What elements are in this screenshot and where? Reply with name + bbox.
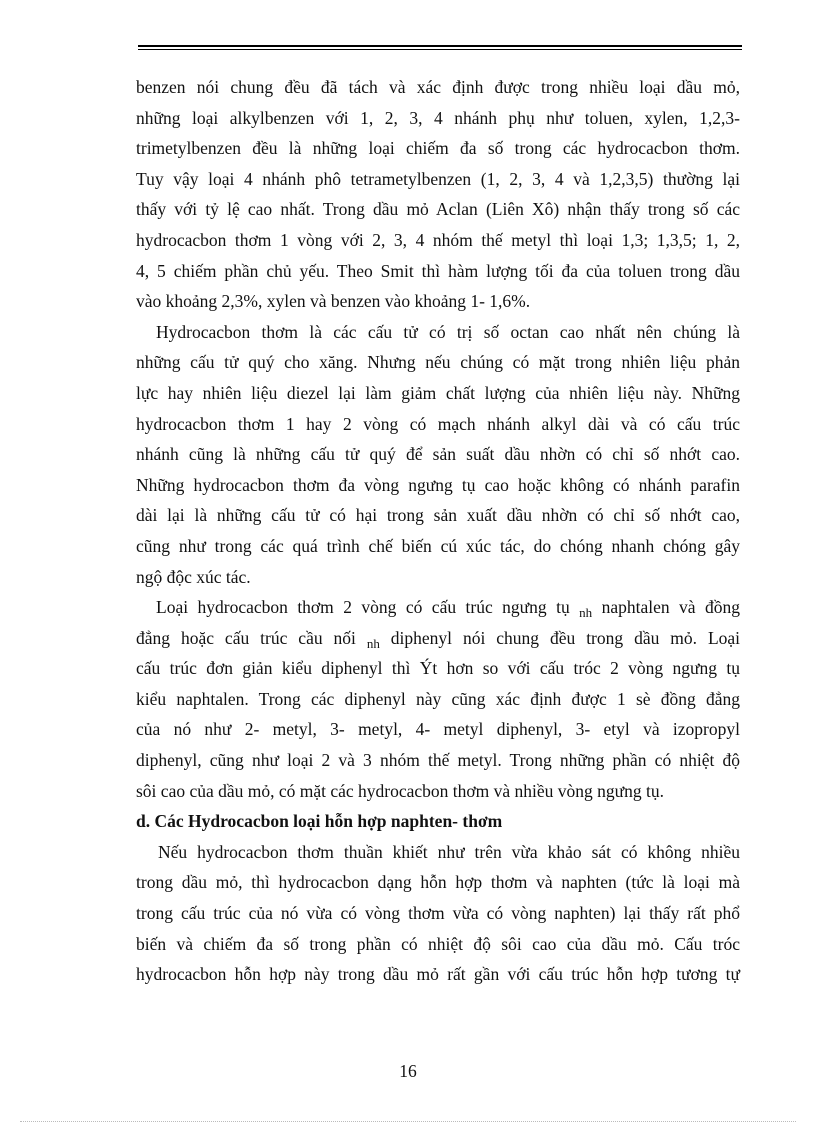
text-line: những cấu tử quý cho xăng. Nhưng nếu chúng có mặt trong nhiên liệu phản [136,352,740,373]
text-segment: naphtalen và đồng [601,597,740,618]
text-line: của nó như 2- metyl, 3- metyl, 4- metyl diphenyl, 3- etyl và izopropyl [136,719,740,740]
text-line: hydrocacbon hỗn hợp này trong dầu mỏ rất gần với cấu trúc hỗn hợp tương tự [136,964,740,985]
text-line: trimetylbenzen đều là những loại chiếm đa số trong các hydrocacbon thơm. [136,138,740,159]
text-line: lực hay nhiên liệu diezel lại làm giảm chất lượng của nhiên liệu này. Những [136,382,740,403]
text-line: dài lại là những cấu tử có hại trong sản xuất dầu nhờn có chỉ số nhớt cao, [136,505,740,526]
text-line: diphenyl, cũng như loại 2 và 3 nhóm thế metyl. Trong những phần có nhiệt độ [136,750,740,771]
text-segment: đẳng hoặc cấu trúc cầu nối [136,627,356,648]
text-line: 4, 5 chiếm phần chủ yếu. Theo Smit thì hàm lượng tối đa của toluen trong dầu [136,260,740,281]
text-line: trong cấu trúc của nó vừa có vòng thơm vừa có vòng naphten) lại thấy rất phổ [136,903,740,924]
subscript-text: nh [366,635,380,651]
paragraph-3 [136,592,740,806]
text-line: trong dầu mỏ, thì hydrocacbon dạng hỗn hợp thơm và naphten (tức là loại mà [136,872,740,893]
text-line: cấu trúc đơn giản kiểu diphenyl thì Ýt hơn so với cấu tróc 2 vòng ngưng tụ [136,658,740,679]
text-line: hydrocacbon thơm 1 hay 2 vòng có mạch nhánh alkyl dài và có cấu trúc [136,413,740,434]
paragraph-1 [136,72,740,317]
section-heading: d. Các Hydrocacbon loại hỗn hợp naphten- thơm [136,811,503,832]
paragraph-4 [136,837,740,990]
page-bottom-border [20,1121,796,1122]
text-line [136,592,740,623]
text-line: thấy với tỷ lệ cao nhất. Trong dầu mỏ Aclan (Liên Xô) nhận thấy trong số các [136,199,740,220]
text-line: Những hydrocacbon thơm đa vòng ngưng tụ cao hoặc không có nhánh parafin [136,474,740,495]
text-line: biến và chiếm đa số trong phần có nhiệt độ sôi cao của dầu mỏ. Cấu tróc [136,933,740,954]
text-line: vào khoảng 2,3%, xylen và benzen vào khoảng 1- 1,6%. [136,291,531,312]
text-line: benzen nói chung đều đã tách và xác định được trong nhiều loại dầu mỏ, [136,77,740,97]
text-line: ngộ độc xúc tác. [136,566,251,587]
text-segment: diphenyl nói chung đều trong dầu mỏ. Loại [390,627,741,648]
page-number: 16 [399,1061,417,1081]
text-line: cũng như trong các quá trình chế biến cú xúc tác, do chóng nhanh chóng gây [136,535,740,556]
text-line: kiểu naphtalen. Trong các diphenyl này cũng xác định được 1 sè đồng đẳng [136,688,740,709]
text-line: Nếu hydrocacbon thơm thuần khiết như trên vừa khảo sát có không nhiều [158,841,740,862]
text-line: Hydrocacbon thơm là các cấu tử có trị số octan cao nhất nên chúng là [156,321,740,342]
text-line [136,623,740,654]
text-line: nhánh cũng là những cấu tử quý để sản suất dầu nhờn có chỉ số nhớt cao. [136,444,740,465]
text-line: Tuy vậy loại 4 nhánh phô tetrametylbenzen (1, 2, 3, 4 và 1,2,3,5) thường lại [136,168,740,189]
text-line: sôi cao của dầu mỏ, có mặt các hydrocacbon thơm và nhiều vòng ngưng tụ. [136,780,665,801]
header-rule-thick [138,45,742,47]
paragraph-2 [136,317,740,592]
text-segment: Loại hydrocacbon thơm 2 vòng có cấu trúc ngưng tụ [156,597,570,618]
subscript-text: nh [579,605,593,621]
page-body [136,72,740,990]
text-line: những loại alkylbenzen với 1, 2, 3, 4 nhánh phụ như toluen, xylen, 1,2,3- [136,107,740,128]
header-rule-thin [138,49,742,50]
text-line: hydrocacbon thơm 1 vòng với 2, 3, 4 nhóm thế metyl thì loại 1,3; 1,3,5; 1, 2, [136,229,740,250]
